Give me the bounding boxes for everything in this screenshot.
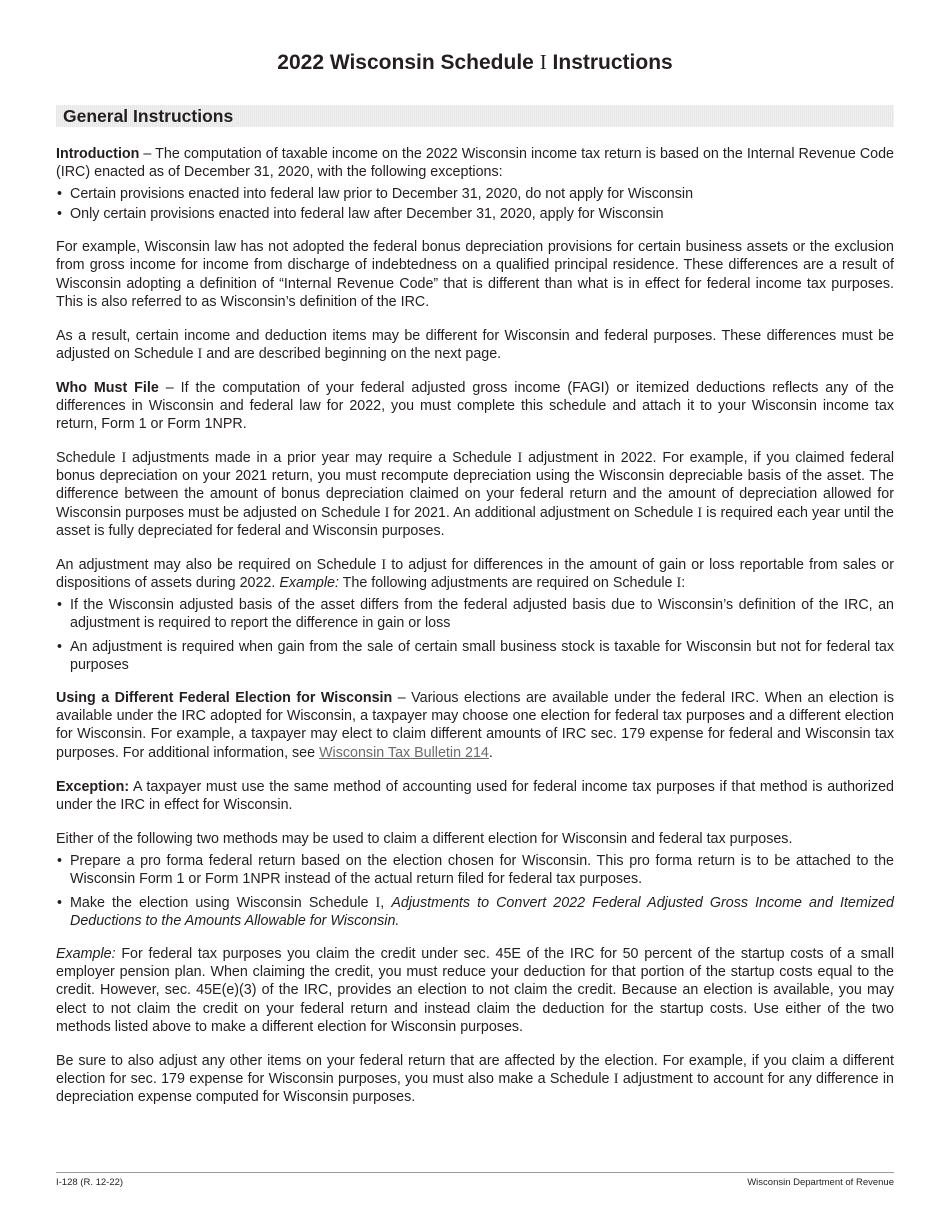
page-title: 2022 Wisconsin Schedule I Instructions	[277, 50, 673, 74]
body-content	[56, 145, 894, 1122]
methods-bullets	[56, 852, 894, 930]
example-45e-paragraph: Example: For federal tax purposes you claim the credit under sec. 45E of the IRC for 50 percent of the startup costs of a small employer pension plan. When claiming the credit, you must reduce your deduction for that portion of the startup costs equal to the credit. However, sec. 45E(e)(3) of the IRC, provides an election to not claim the credit. Because an election is available, you may elect to not claim the credit on your federal return and instead claim the deduction for the startup costs. Use either of the two methods listed above to make a different election for Wisconsin purposes.	[56, 946, 894, 1035]
gain-loss-bullets	[56, 596, 894, 674]
list-item: • An adjustment is required when gain from the sale of certain small business stock is taxable for Wisconsin but not for federal tax purposes	[56, 638, 894, 674]
who-must-file-paragraph: Who Must File – If the computation of your federal adjusted gross income (FAGI) or itemized deductions reflects any of the differences in Wisconsin and federal law for 2022, you must complete this schedule and attach it to your Wisconsin income tax return, Form 1 or Form 1NPR.	[56, 379, 894, 433]
intro-bullets	[56, 185, 894, 223]
list-item: • If the Wisconsin adjusted basis of the asset differs from the federal adjusted basis due to Wisconsin’s definition of the IRC, an adjustment is required to report the difference in gain or loss	[56, 596, 894, 632]
exception-paragraph: Exception: A taxpayer must use the same method of accounting used for federal income tax purposes if that method is authorized under the IRC in effect for Wisconsin.	[56, 778, 894, 813]
intro-paragraph: Introduction – The computation of taxable income on the 2022 Wisconsin income tax return is based on the Internal Revenue Code (IRC) enacted as of December 31, 2020, with the following exceptions:	[56, 146, 894, 181]
example-paragraph: For example, Wisconsin law has not adopted the federal bonus depreciation provisions for certain business assets or the exclusion from gross income for income from discharge of indebtedness on a qualified principal residence. These differences are a result of Wisconsin adopting a definition of “Internal Revenue Code” that is different than what is in effect for federal income tax purposes. This is also referred to as Wisconsin’s definition of the IRC.	[56, 239, 894, 310]
list-item: • Certain provisions enacted into federal law prior to December 31, 2020, do not apply for Wisconsin	[56, 185, 894, 203]
be-sure-paragraph: Be sure to also adjust any other items on your federal return that are affected by the election. For example, if you claim a different election for sec. 179 expense for Wisconsin purposes, you must also make a Schedule I adjustment to account for any difference in depreciation expense computed for Wisconsin purposes.	[56, 1052, 894, 1105]
methods-intro: Either of the following two methods may be used to claim a different election for Wisconsin and federal tax purposes.	[56, 830, 793, 847]
list-item: • Only certain provisions enacted into federal law after December 31, 2020, apply for Wisconsin	[56, 205, 894, 223]
footer-divider	[56, 1172, 894, 1173]
list-item: • Make the election using Wisconsin Schedule I, Adjustments to Convert 2022 Federal Adjusted Gross Income and Itemized Deductions to the Amounts Allowable for Wisconsin.	[56, 894, 894, 930]
form-id: I-128 (R. 12-22)	[56, 1177, 124, 1188]
prior-year-paragraph: Schedule I adjustments made in a prior year may require a Schedule I adjustment in 2022. For example, if you claimed federal bonus depreciation on your 2021 return, you must recompute depreciation using the Wisconsin depreciable basis of the asset. The difference between the amount of bonus depreciation claimed on your federal return and the amount of depreciation allowed for Wisconsin purposes must be adjusted on Schedule I for 2021. An additional adjustment on Schedule I is required each year until the asset is fully depreciated for federal and Wisconsin purposes.	[56, 450, 894, 539]
different-election-paragraph: Using a Different Federal Election for Wisconsin – Various elections are available under the federal IRC. When an election is available under the IRC adopted for Wisconsin, a taxpayer may choose one election for federal tax purposes and a different election for Wisconsin. For example, a taxpayer may elect to claim different amounts of IRC sec. 179 expense for federal and Wisconsin tax purposes. For additional information, see Wisconsin Tax Bulletin 214.	[56, 690, 894, 761]
agency-name: Wisconsin Department of Revenue	[747, 1177, 894, 1188]
list-item: • Prepare a pro forma federal return based on the election chosen for Wisconsin. This pro forma return is to be attached to the Wisconsin Form 1 or Form 1NPR instead of the actual return filed for federal tax purposes.	[56, 852, 894, 888]
gain-loss-paragraph: An adjustment may also be required on Schedule I to adjust for differences in the amount of gain or loss reportable from sales or dispositions of assets during 2022. Example: The following adjustments are required on Schedule I:	[56, 556, 895, 591]
result-paragraph: As a result, certain income and deduction items may be different for Wisconsin and federal purposes. These differences must be adjusted on Schedule I and are described beginning on the next page.	[56, 327, 894, 362]
section-heading-bar	[56, 105, 894, 127]
tax-bulletin-link[interactable]: Wisconsin Tax Bulletin 214	[319, 744, 489, 761]
section-heading: General Instructions	[63, 106, 234, 126]
